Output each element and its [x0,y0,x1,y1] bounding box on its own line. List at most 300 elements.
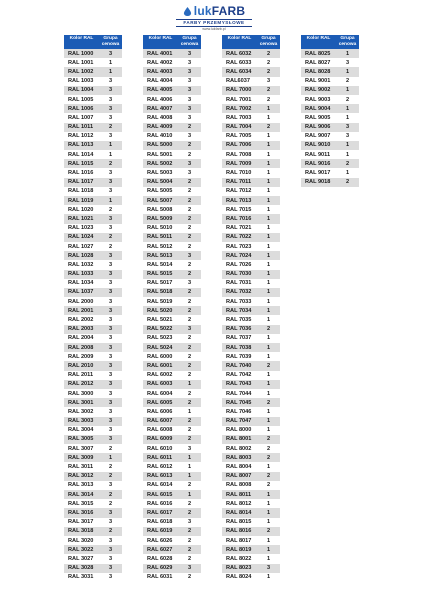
price-group: 3 [108,390,113,397]
table-row [64,132,122,141]
ral-code: RAL 8004 [226,464,252,471]
table-row [222,343,280,352]
table-row [222,306,280,315]
price-group: 2 [266,59,271,66]
table-row [222,371,280,380]
price-group: 3 [108,335,113,342]
table-row [64,389,122,398]
ral-code: RAL 1032 [68,261,94,268]
table-row [143,343,201,352]
table-row [222,325,280,334]
ral-code: RAL 5020 [147,307,173,314]
ral-code: RAL 7035 [226,317,252,324]
price-group: 3 [108,114,113,121]
table-row [64,325,122,334]
price-group: 2 [187,124,192,131]
table-row [222,187,280,196]
table-row [64,361,122,370]
ral-code: RAL 8011 [226,491,252,498]
table-row [64,315,122,324]
table-row [64,407,122,416]
ral-code: RAL 7045 [226,399,252,406]
price-group: 2 [187,206,192,213]
price-group: 3 [108,215,113,222]
ral-code: RAL 7034 [226,307,252,314]
price-group: 1 [266,408,271,415]
price-group: 2 [187,289,192,296]
price-group: 2 [187,537,192,544]
ral-code: RAL 5022 [147,326,173,333]
table-row [143,242,201,251]
price-group: 1 [108,454,113,461]
header-grupa: Grupa cenowa [338,36,357,47]
ral-code: RAL 3020 [68,537,94,544]
price-group: 1 [266,179,271,186]
ral-code: RAL 3005 [68,436,94,443]
price-group: 3 [108,105,113,112]
table-row [222,435,280,444]
price-group: 1 [266,519,271,526]
price-group: 2 [266,482,271,489]
price-group: 2 [187,142,192,149]
price-group: 3 [108,372,113,379]
table-row [64,499,122,508]
table-row [222,49,280,58]
ral-code: RAL 5023 [147,335,173,342]
price-group: 1 [266,151,271,158]
ral-code: RAL 5017 [147,280,173,287]
price-group: 2 [266,445,271,452]
table-row [64,260,122,269]
ral-code: RAL 7030 [226,271,252,278]
ral-code: RAL 8025 [305,50,331,57]
price-group: 1 [187,464,192,471]
table-row [64,104,122,113]
ral-code: RAL 8017 [226,537,252,544]
ral-code: RAL 9018 [305,179,331,186]
price-group: 3 [108,298,113,305]
ral-code: RAL 7009 [226,160,252,167]
table-row [143,132,201,141]
price-group: 3 [108,87,113,94]
table-row [64,288,122,297]
ral-code: RAL 8015 [226,519,252,526]
ral-code: RAL 6006 [147,408,173,415]
table-row [64,141,122,150]
ral-code: RAL 1015 [68,160,94,167]
ral-code: RAL 1027 [68,243,94,250]
table-row [143,371,201,380]
price-group: 2 [187,188,192,195]
ral-code: RAL 5009 [147,215,173,222]
price-group: 2 [108,206,113,213]
price-group: 3 [108,565,113,572]
price-group: 1 [108,197,113,204]
price-group: 2 [187,500,192,507]
ral-code: RAL 7040 [226,362,252,369]
ral-code: RAL 1034 [68,280,94,287]
price-group: 2 [266,454,271,461]
ral-code: RAL 5003 [147,170,173,177]
table-row [222,270,280,279]
price-group: 1 [108,68,113,75]
ral-code: RAL 5012 [147,243,173,250]
price-group: 3 [108,179,113,186]
price-group: 3 [187,280,192,287]
ral-code: RAL 7021 [226,225,252,232]
ral-code: RAL 3009 [68,454,94,461]
price-group: 3 [108,436,113,443]
ral-code: RAL 7031 [226,280,252,287]
table-row [143,426,201,435]
price-group: 2 [187,509,192,516]
table-row [143,270,201,279]
table-row [222,86,280,95]
price-group: 3 [108,537,113,544]
price-group: 1 [187,408,192,415]
price-group: 1 [266,307,271,314]
ral-code: RAL 6005 [147,399,173,406]
ral-code: RAL 2001 [68,307,94,314]
table-row [143,407,201,416]
table-row [222,196,280,205]
price-group: 1 [266,234,271,241]
price-group: 1 [266,372,271,379]
price-group: 2 [187,362,192,369]
price-group: 1 [266,555,271,562]
table-row [64,86,122,95]
price-group: 3 [345,59,350,66]
header-grupa: Grupa cenowa [101,36,120,47]
price-group: 2 [108,500,113,507]
table-row [143,104,201,113]
price-group: 2 [108,491,113,498]
ral-code: RAL 7000 [226,87,252,94]
ral-code: RAL 9011 [305,151,331,158]
price-group: 2 [187,353,192,360]
price-group: 3 [108,96,113,103]
table-row [222,398,280,407]
table-row [64,380,122,389]
table-row [143,352,201,361]
ral-code: RAL 6002 [147,372,173,379]
ral-code: RAL 8019 [226,546,252,553]
table-row [143,499,201,508]
table-row [222,168,280,177]
table-row [143,58,201,67]
table-row [143,306,201,315]
ral-code: RAL 3004 [68,427,94,434]
ral-code: RAL 8027 [305,59,331,66]
price-group: 3 [187,170,192,177]
ral-code: RAL 6033 [226,59,252,66]
ral-code: RAL 6026 [147,537,173,544]
table-row [222,426,280,435]
price-group: 1 [266,289,271,296]
ral-code: RAL 5005 [147,188,173,195]
price-group: 1 [266,197,271,204]
ral-code: RAL 3015 [68,500,94,507]
price-group: 2 [187,574,192,581]
ral-table-4 [301,35,359,187]
table-row [64,242,122,251]
table-row [143,444,201,453]
table-row [301,67,359,76]
price-group: 2 [187,317,192,324]
table-header [222,35,280,49]
ral-code: RAL 7011 [226,179,252,186]
table-row [143,490,201,499]
ral-code: RAL 5007 [147,197,173,204]
table-row [143,168,201,177]
price-group: 1 [266,142,271,149]
header-grupa: Grupa cenowa [259,36,278,47]
price-group: 3 [187,445,192,452]
price-group: 1 [266,170,271,177]
price-group: 1 [266,298,271,305]
price-group: 1 [108,59,113,66]
ral-code: RAL 1024 [68,234,94,241]
ral-code: RAL 1033 [68,271,94,278]
ral-code: RAL 7044 [226,390,252,397]
price-group: 2 [187,307,192,314]
table-row [222,150,280,159]
table-row [222,77,280,86]
table-row [222,123,280,132]
ral-code: RAL 7033 [226,298,252,305]
table-row [143,527,201,536]
price-group: 1 [345,105,350,112]
ral-code: RAL 7023 [226,243,252,250]
price-group: 2 [108,473,113,480]
table-row [222,132,280,141]
price-group: 1 [345,170,350,177]
price-group: 3 [187,252,192,259]
table-row [64,536,122,545]
ral-code: RAL 6016 [147,500,173,507]
price-group: 2 [108,124,113,131]
table-row [64,426,122,435]
price-group: 1 [345,151,350,158]
ral-code: RAL 1021 [68,215,94,222]
table-row [143,545,201,554]
ral-code: RAL 4009 [147,124,173,131]
price-group: 3 [187,326,192,333]
table-header [143,35,201,49]
ral-code: RAL 7022 [226,234,252,241]
table-row [222,380,280,389]
table-row [222,490,280,499]
table-row [301,104,359,113]
table-row [64,233,122,242]
table-row [143,233,201,242]
table-row [222,178,280,187]
price-group: 2 [108,243,113,250]
table-row [64,159,122,168]
table-row [143,77,201,86]
table-row [222,462,280,471]
ral-code: RAL 3022 [68,546,94,553]
price-group: 2 [266,50,271,57]
table-row [222,260,280,269]
price-group: 1 [266,335,271,342]
price-group: 2 [108,528,113,535]
table-row [222,417,280,426]
ral-code: RAL 7008 [226,151,252,158]
ral-code: RAL 6027 [147,546,173,553]
table-row [64,95,122,104]
table-row [222,481,280,490]
ral-code: RAL 6011 [147,454,173,461]
price-group: 1 [266,133,271,140]
price-group: 1 [266,280,271,287]
ral-code: RAL 9007 [305,133,331,140]
ral-code: RAL 2003 [68,326,94,333]
ral-code: RAL 5001 [147,151,173,158]
price-group: 1 [187,454,192,461]
table-row [64,453,122,462]
price-group: 3 [108,170,113,177]
table-row [64,306,122,315]
header-kolor: Kolor RAL [227,36,252,42]
price-group: 3 [187,133,192,140]
table-row [64,398,122,407]
price-group: 3 [266,78,271,85]
table-row [64,417,122,426]
table-row [143,462,201,471]
price-group: 3 [108,307,113,314]
price-group: 2 [187,528,192,535]
table-row [143,453,201,462]
ral-code: RAL 4007 [147,105,173,112]
price-group: 3 [108,326,113,333]
price-group: 2 [187,298,192,305]
table-row [222,315,280,324]
table-row [301,141,359,150]
price-group: 3 [108,381,113,388]
price-group: 1 [266,509,271,516]
price-group: 1 [187,473,192,480]
ral-code: RAL 6010 [147,445,173,452]
price-group: 1 [345,142,350,149]
ral-code: RAL 2010 [68,362,94,369]
ral-code: RAL 2012 [68,381,94,388]
price-group: 2 [108,445,113,452]
table-row [222,58,280,67]
table-row [222,214,280,223]
table-row [64,77,122,86]
price-group: 2 [187,197,192,204]
ral-code: RAL 7002 [226,105,252,112]
price-group: 1 [266,243,271,250]
price-group: 3 [187,105,192,112]
price-group: 3 [108,188,113,195]
ral-code: RAL 4002 [147,59,173,66]
table-row [222,288,280,297]
price-group: 3 [187,78,192,85]
table-row [143,417,201,426]
ral-table-1 [64,35,122,582]
ral-code: RAL 1012 [68,133,94,140]
table-body [64,49,122,582]
logo [168,5,260,33]
table-row [64,279,122,288]
table-row [301,178,359,187]
table-row [301,95,359,104]
price-group: 3 [187,87,192,94]
table-body [143,49,201,582]
price-group: 3 [108,353,113,360]
ral-code: RAL 5014 [147,261,173,268]
table-row [222,67,280,76]
price-group: 1 [108,151,113,158]
ral-code: RAL 3014 [68,491,94,498]
ral-code: RAL 6015 [147,491,173,498]
price-group: 1 [266,390,271,397]
table-row [143,279,201,288]
ral-code: RAL 9017 [305,170,331,177]
ral-code: RAL 3003 [68,418,94,425]
ral-code: RAL 8022 [226,555,252,562]
price-group: 2 [187,436,192,443]
table-row [301,123,359,132]
table-row [222,233,280,242]
table-row [301,49,359,58]
price-group: 3 [108,427,113,434]
table-row [143,315,201,324]
ral-code: RAL 9006 [305,124,331,131]
ral-code: RAL 7046 [226,408,252,415]
table-row [64,518,122,527]
table-row [143,508,201,517]
ral-code: RAL 6017 [147,509,173,516]
ral-code: RAL 1014 [68,151,94,158]
ral-code: RAL 6029 [147,565,173,572]
price-group: 3 [108,50,113,57]
table-row [143,49,201,58]
table-row [64,371,122,380]
price-group: 3 [345,133,350,140]
price-group: 3 [108,317,113,324]
ral-code: RAL 7047 [226,418,252,425]
table-row [64,462,122,471]
price-group: 2 [187,482,192,489]
price-group: 1 [266,206,271,213]
price-group: 1 [266,160,271,167]
ral-code: RAL 1004 [68,87,94,94]
ral-code: RAL 7001 [226,96,252,103]
table-row [143,113,201,122]
price-group: 3 [108,574,113,581]
price-group: 2 [187,225,192,232]
ral-code: RAL 8003 [226,454,252,461]
price-group: 1 [266,114,271,121]
price-group: 1 [266,215,271,222]
price-group: 3 [187,96,192,103]
ral-code: RAL 1005 [68,96,94,103]
ral-code: RAL 8000 [226,427,252,434]
table-row [143,380,201,389]
ral-code: RAL 5015 [147,271,173,278]
table-row [222,499,280,508]
ral-code: RAL 7005 [226,133,252,140]
table-row [143,150,201,159]
price-group: 2 [266,124,271,131]
price-group: 2 [345,96,350,103]
price-group: 2 [266,68,271,75]
table-row [222,453,280,462]
price-group: 1 [266,381,271,388]
